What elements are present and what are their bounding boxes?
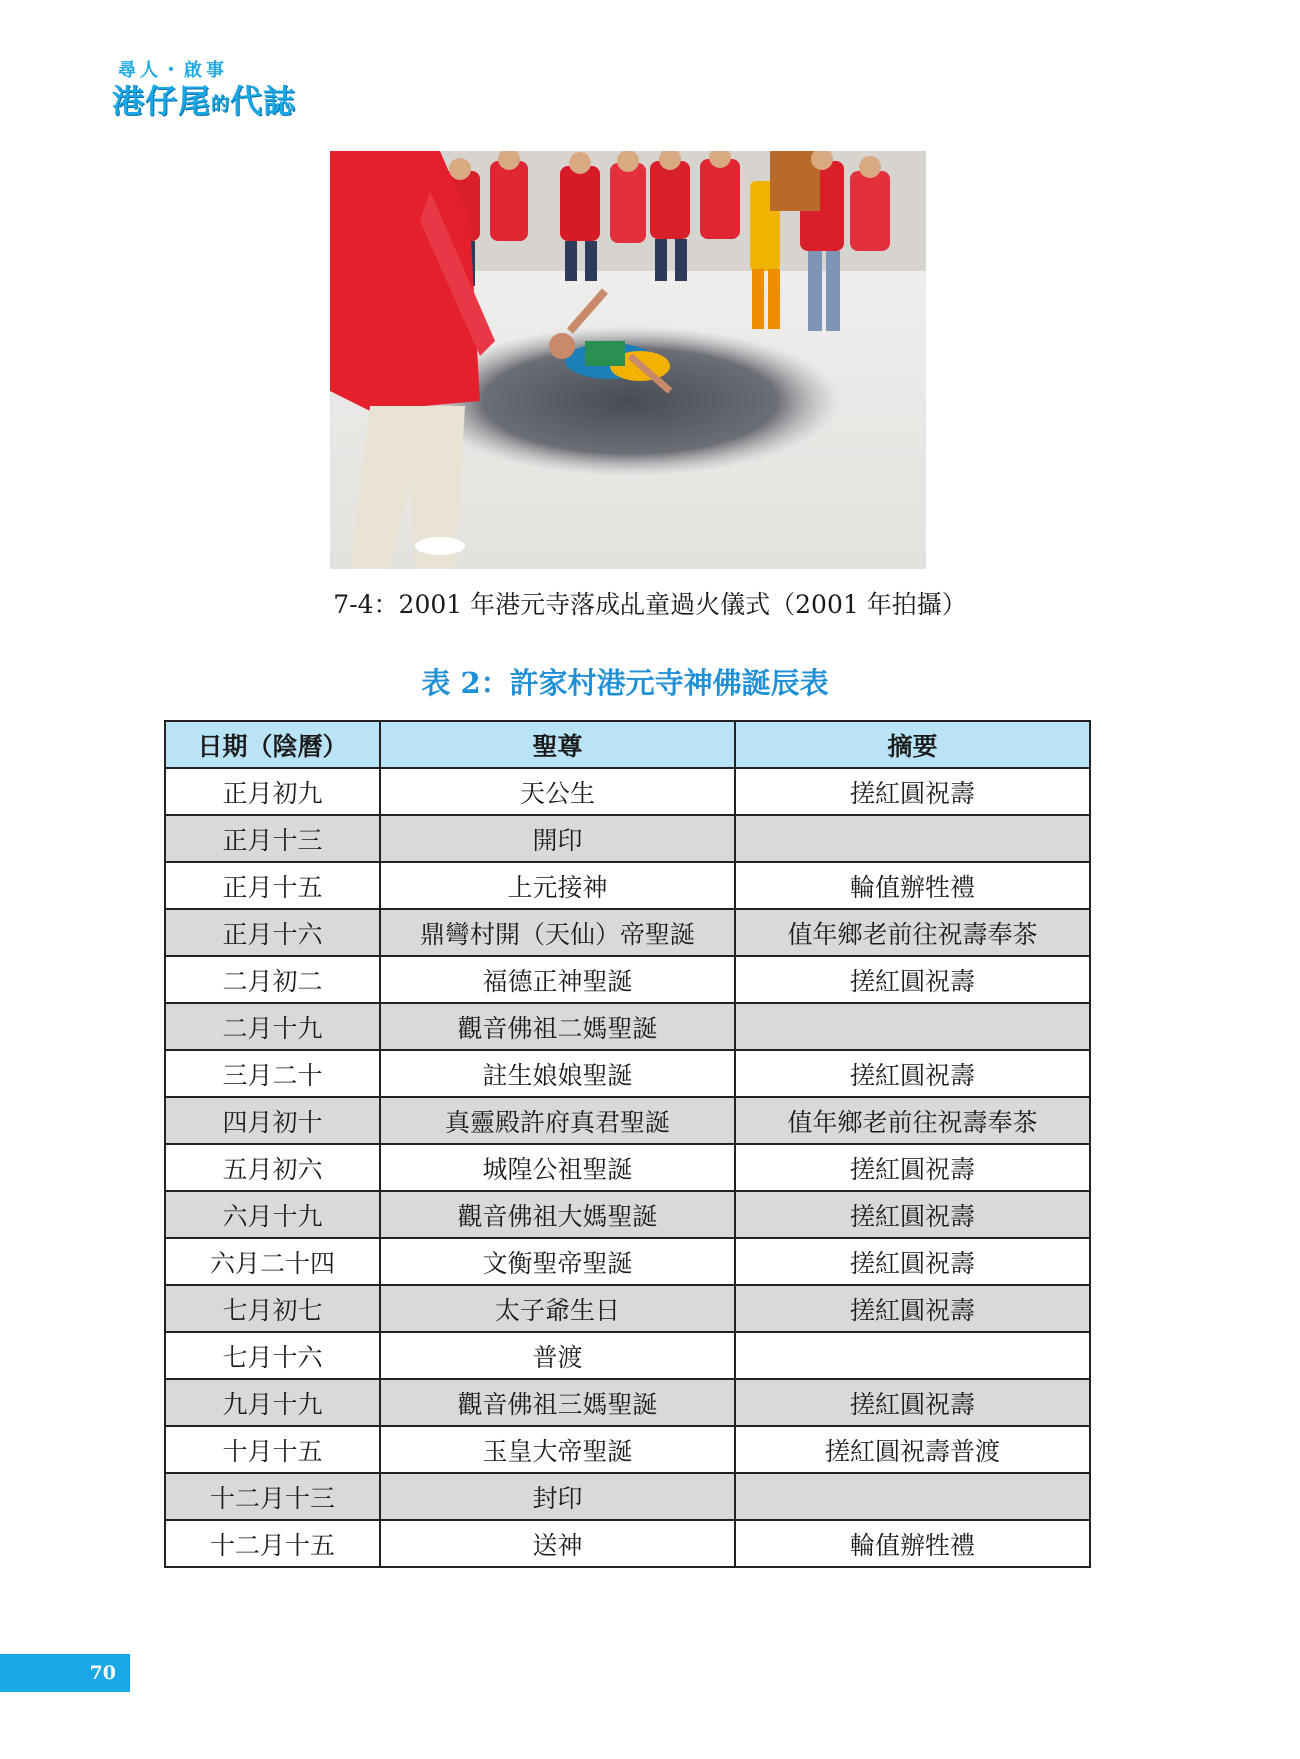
cell-date: 二月初二 (165, 956, 380, 1003)
cell-date: 正月十六 (165, 909, 380, 956)
header-deity: 聖尊 (380, 721, 735, 768)
cell-summary: 搓紅圓祝壽 (735, 1285, 1090, 1332)
cell-deity: 封印 (380, 1473, 735, 1520)
cell-deity: 玉皇大帝聖誕 (380, 1426, 735, 1473)
table-row (165, 768, 1090, 815)
cell-date: 十二月十五 (165, 1520, 380, 1567)
cell-date: 七月初七 (165, 1285, 380, 1332)
cell-date: 二月十九 (165, 1003, 380, 1050)
table-row (165, 1191, 1090, 1238)
cell-deity: 觀音佛祖二媽聖誕 (380, 1003, 735, 1050)
cell-deity: 天公生 (380, 768, 735, 815)
cell-summary: 搓紅圓祝壽普渡 (735, 1426, 1090, 1473)
book-logo (112, 56, 372, 120)
table-header-row (165, 721, 1090, 768)
table-row (165, 1473, 1090, 1520)
cell-summary (735, 1332, 1090, 1379)
cell-date: 正月十五 (165, 862, 380, 909)
table-row (165, 956, 1090, 1003)
series-label: 尋人・啟事 (118, 60, 228, 81)
cell-date: 四月初十 (165, 1097, 380, 1144)
header-date: 日期（陰曆） (165, 721, 380, 768)
table-title: 表 2：許家村港元寺神佛誕辰表 (421, 666, 829, 700)
header-summary: 摘要 (735, 721, 1090, 768)
table-row (165, 1097, 1090, 1144)
photo-caption: 7-4：2001 年港元寺落成乩童過火儀式（2001 年拍攝） (333, 590, 967, 619)
cell-date: 七月十六 (165, 1332, 380, 1379)
cell-summary: 搓紅圓祝壽 (735, 1144, 1090, 1191)
cell-deity: 福德正神聖誕 (380, 956, 735, 1003)
book-title-part1: 港仔尾 (112, 82, 212, 120)
cell-summary (735, 1473, 1090, 1520)
table-row (165, 909, 1090, 956)
cell-deity: 開印 (380, 815, 735, 862)
book-title-part2: 代誌 (230, 82, 297, 120)
cell-deity: 城隍公祖聖誕 (380, 1144, 735, 1191)
cell-date: 三月二十 (165, 1050, 380, 1097)
cell-date: 六月十九 (165, 1191, 380, 1238)
cell-deity: 送神 (380, 1520, 735, 1567)
cell-deity: 鼎彎村開（天仙）帝聖誕 (380, 909, 735, 956)
cell-summary: 搓紅圓祝壽 (735, 1050, 1090, 1097)
table-row (165, 1144, 1090, 1191)
cell-date: 正月十三 (165, 815, 380, 862)
table-row (165, 862, 1090, 909)
cell-deity: 觀音佛祖大媽聖誕 (380, 1191, 735, 1238)
cell-deity: 太子爺生日 (380, 1285, 735, 1332)
cell-deity: 真靈殿許府真君聖誕 (380, 1097, 735, 1144)
cell-summary: 輪值辦牲禮 (735, 862, 1090, 909)
cell-deity: 觀音佛祖三媽聖誕 (380, 1379, 735, 1426)
cell-summary: 值年鄉老前往祝壽奉茶 (735, 909, 1090, 956)
table-row (165, 1520, 1090, 1567)
table-row (165, 1050, 1090, 1097)
cell-summary: 搓紅圓祝壽 (735, 1238, 1090, 1285)
cell-summary (735, 1003, 1090, 1050)
deity-birthday-table (164, 720, 1091, 1568)
cell-summary: 搓紅圓祝壽 (735, 768, 1090, 815)
book-title-small: 的 (211, 94, 231, 115)
cell-summary: 搓紅圓祝壽 (735, 1379, 1090, 1426)
cell-summary: 輪值辦牲禮 (735, 1520, 1090, 1567)
cell-summary (735, 815, 1090, 862)
table-row (165, 1285, 1090, 1332)
cell-deity: 註生娘娘聖誕 (380, 1050, 735, 1097)
book-title (112, 76, 296, 122)
table-row (165, 1426, 1090, 1473)
table-row (165, 1238, 1090, 1285)
cell-deity: 文衡聖帝聖誕 (380, 1238, 735, 1285)
table-row (165, 815, 1090, 862)
cell-date: 六月二十四 (165, 1238, 380, 1285)
cell-deity: 上元接神 (380, 862, 735, 909)
cell-summary: 搓紅圓祝壽 (735, 956, 1090, 1003)
cell-deity: 普渡 (380, 1332, 735, 1379)
cell-date: 十二月十三 (165, 1473, 380, 1520)
table-row (165, 1379, 1090, 1426)
table-row (165, 1332, 1090, 1379)
cell-date: 正月初九 (165, 768, 380, 815)
table-row (165, 1003, 1090, 1050)
page-number-tab (0, 1654, 130, 1692)
cell-summary: 搓紅圓祝壽 (735, 1191, 1090, 1238)
cell-date: 九月十九 (165, 1379, 380, 1426)
cell-date: 十月十五 (165, 1426, 380, 1473)
cell-date: 五月初六 (165, 1144, 380, 1191)
page-number: 70 (89, 1662, 116, 1684)
cell-summary: 值年鄉老前往祝壽奉茶 (735, 1097, 1090, 1144)
ritual-photo (330, 151, 926, 569)
